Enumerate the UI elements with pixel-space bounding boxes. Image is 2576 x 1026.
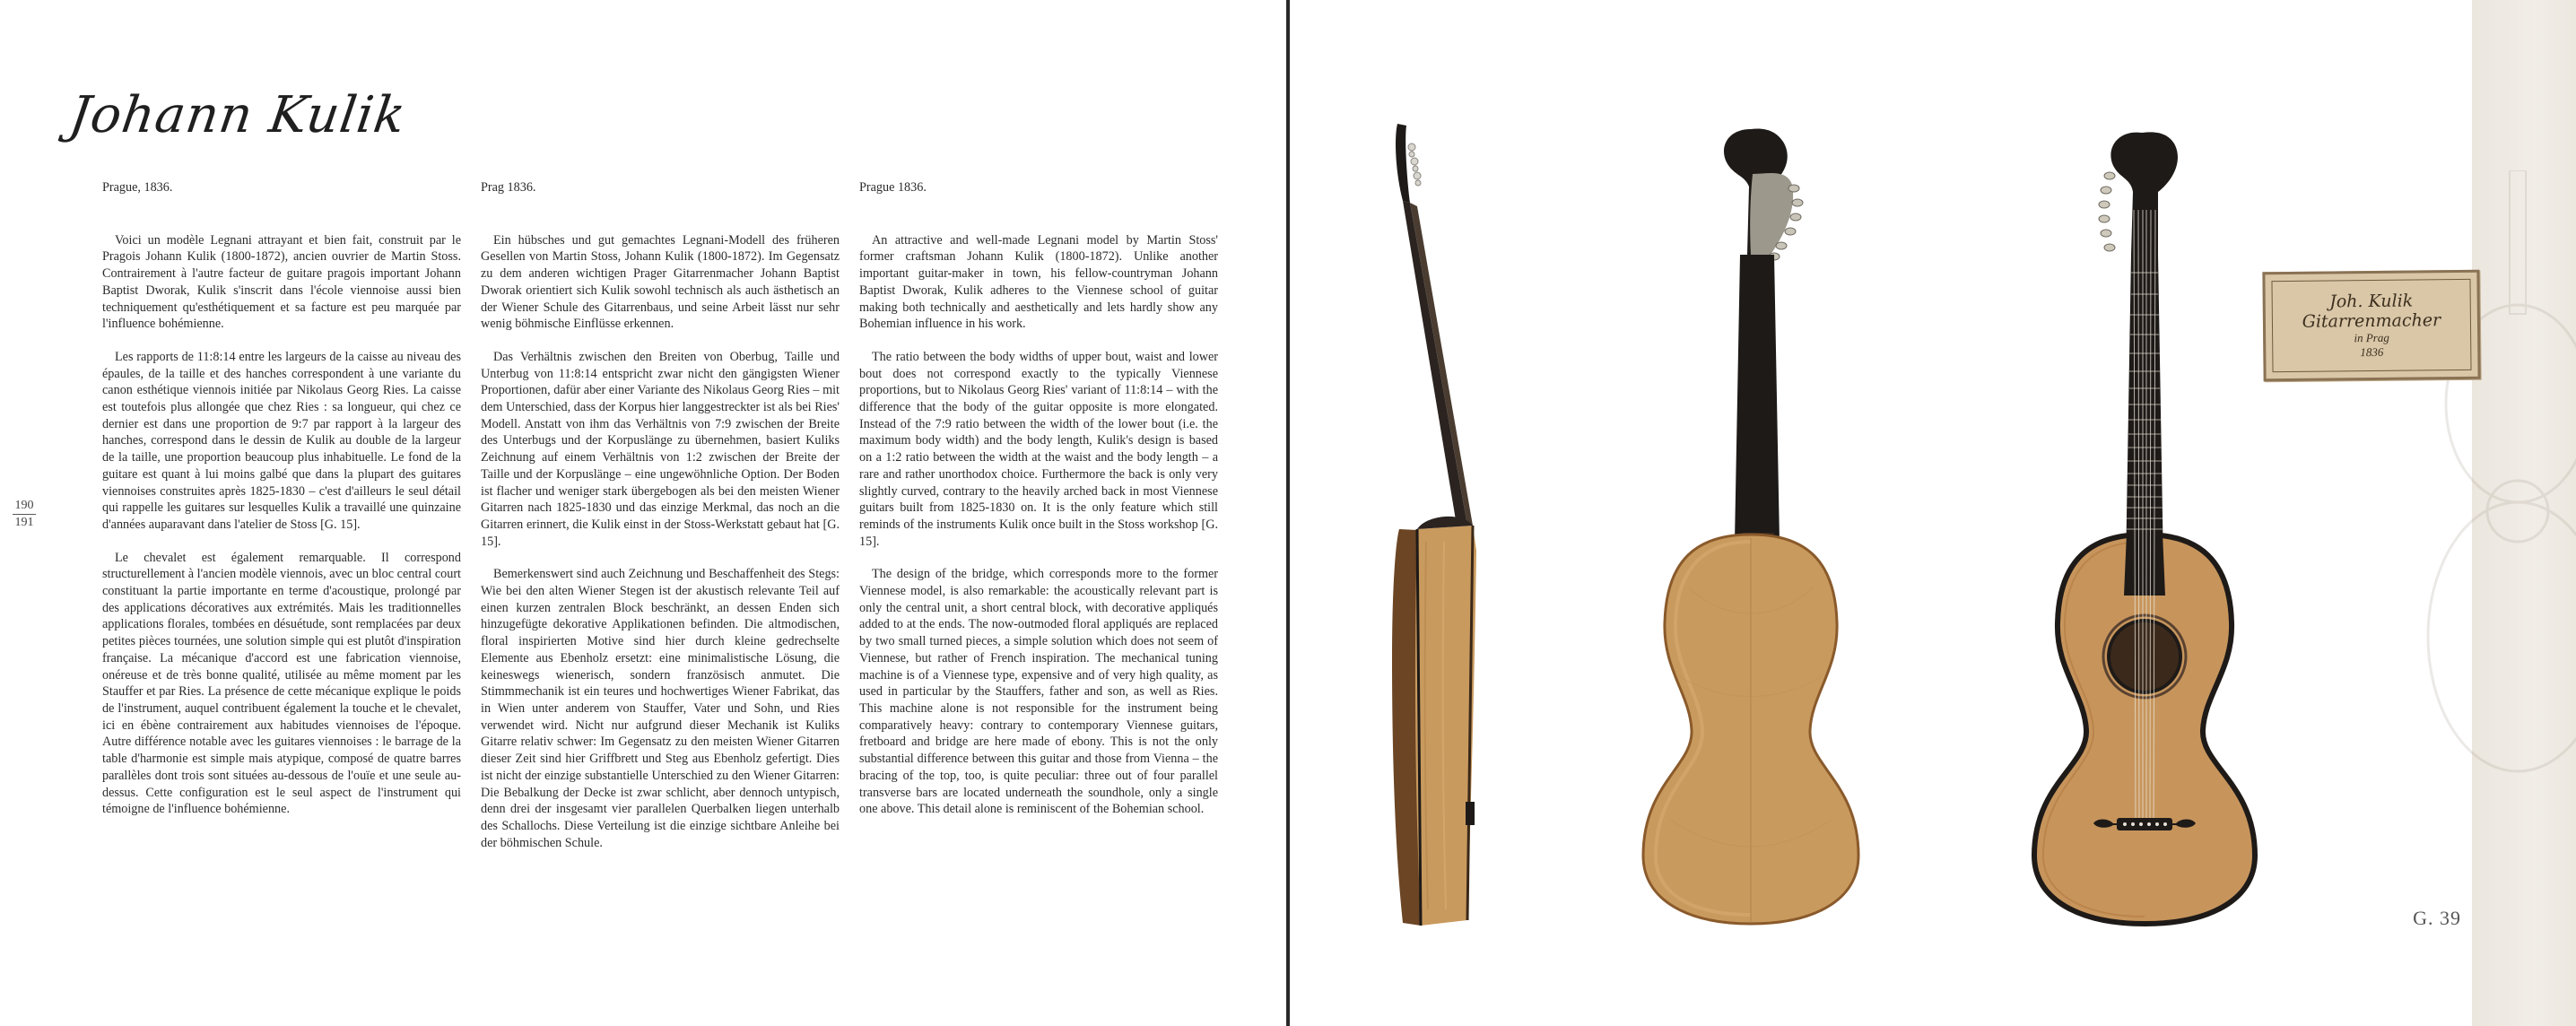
column-french bbox=[102, 179, 461, 834]
page-number-left: 190 bbox=[14, 499, 34, 512]
maker-label-line3: 1836 bbox=[2360, 344, 2384, 360]
maker-label-line2: in Prag bbox=[2354, 330, 2389, 345]
paragraph: Les rapports de 11:8:14 entre les largeurs de la caisse au niveau des épaules, de la taille et des hanches correspondent à une variante du canon esthétique viennois initiée par Nikolaus Georg Ries. La caisse est toutefois plus allongée que chez Ries : sa longueur, qui chez ce dernier est dans une proportion de 9:7 par rapport à la largeur des hanches, correspond dans le dessin de Kulik au double de la largeur de la taille, une proportion beaucoup plus inhabituelle. Le fond de la guitare est quant à lui moins galbé que dans la plupart des guitares viennoises construites après 1825-1830 – c'est d'ailleurs le seul détail qui rappelle les guitares sur lesquelles Kulik a travaillé une quinzaine d'années auparavant dans l'atelier de Stoss [G. 15]. bbox=[102, 349, 461, 532]
paragraph: Le chevalet est également remarquable. Il correspond structurellement à l'ancien modèle viennois, avec un bloc central court constituant la partie importante en terme d'acoustique, prolongé par des applications décoratives aux extrémités. Mais les traditionnelles applications florales, tombées en désuétude, sont remplacées par deux petites pièces tournées, une solution simple qui est plutôt d'inspiration française. La mécanique d'accord est une fabrication viennoise, onéreuse et de très bonne qualité, utilisée au même moment par les Stauffer et par Ries. La présence de cette mécanique explique le poids de l'instrument, auquel contribuent également la touche et le chevalet, ici en ébène contrairement aux habitudes viennoises de l'époque. Autre différence notable avec les guitares viennoises : le barrage de la table d'harmonie est simple mais atypique, composé de quatre barres parallèles dont trois sont situées au-dessous de l'ouïe et une seule au-dessus. Cette configuration est le seul aspect de l'instrument qui témoigne de l'influence bohémienne. bbox=[102, 550, 461, 817]
maker-label-image bbox=[2262, 270, 2480, 382]
paragraph: The ratio between the body widths of upper bout, waist and lower bout does not correspond exactly to the typically Viennese proportions, but to Nikolaus Georg Ries' variant of 11:8:14 – with the difference that the body of the guitar opposite is more elongated. Instead of the 7:9 ratio between the width of the lower bout (i.e. the maximum body width) and the body length, Kulik's design is based on a 1:2 ratio between the width at the waist and the body length – a rare and rather unorthodox choice. Furthermore the back is only very slightly curved, contrary to the heavily arched back in most Viennese guitars built from 1825-1830 on. It is the only feature which still reminds of the instruments Kulik once built in the Stoss workshop [G. 15]. bbox=[859, 349, 1218, 549]
column-place-date: Prag 1836. bbox=[481, 180, 536, 195]
column-place-date: Prague, 1836. bbox=[102, 180, 173, 195]
left-page bbox=[0, 0, 1286, 1026]
page-number-right: 191 bbox=[14, 516, 34, 529]
page-number-divider bbox=[13, 514, 36, 515]
guitar-front-view-icon bbox=[2007, 120, 2285, 927]
page-title: Johann Kulik bbox=[65, 86, 410, 144]
column-place-date: Prague 1836. bbox=[859, 180, 927, 195]
paragraph: Ein hübsches und gut gemachtes Legnani-Modell des früheren Gesellen von Martin Stoss, Johann Kulik (1800-1872). Im Gegensatz zu dem anderen wichtigen Prager Gitarrenmacher Johann Baptist Dworak orientiert sich Kulik sowohl technisch als auch ästhetisch an der Wiener Schule des Gitarrenbaus, und seine Arbeit lässt nur sehr wenig böhmische Einflüsse erkennen. bbox=[481, 232, 840, 332]
page-edge-strip bbox=[2472, 0, 2576, 1026]
column-german bbox=[481, 179, 840, 867]
guitar-side-view-icon bbox=[1390, 120, 1498, 927]
maker-label-line1: Joh. Kulik Gitarrenmacher bbox=[2302, 291, 2441, 332]
right-page bbox=[1290, 0, 2576, 1026]
figure-number: G. 39 bbox=[2413, 907, 2461, 929]
paragraph: The design of the bridge, which corresponds more to the former Viennese model, is also remarkable: the acoustically relevant part is only the central unit, a short central block, with decorative appliqués added to at the ends. The now-outmoded floral appliqués are replaced by two small turned pieces, a simple solution which does not seem of Viennese, but rather of French inspiration. The mechanical tuning machine is of a Viennese type, expensive and of very high quality, as used in particular by the Stauffers, father and son, as well as Ries. This machine alone is not responsible for the instrument being comparatively heavy: contrary to contemporary Viennese guitars, fretboard and bridge are here made of ebony. This is not the only substantial difference between this guitar and those from Vienna – the bracing of the top, too, is quite peculiar: three out of four parallel transverse bars are located underneath the soundhole, only a single one above. This detail alone is reminiscent of the Bohemian school. bbox=[859, 567, 1218, 817]
faint-guitar-icon bbox=[2424, 170, 2576, 816]
paragraph: Das Verhältnis zwischen den Breiten von Oberbug, Taille und Unterbug von 11:8:14 entspricht zwar nicht den gängigsten Wiener Proportionen, dafür aber einer Variante des Nikolaus Georg Ries – mit dem Unterschied, dass der Korpus hier langgestreckter ist als bei Ries' Modell. Anstatt von ihm das Verhältnis von 7:9 zwischen der Breite des Unterbugs und der Korpuslänge zu übernehmen, basiert Kuliks Zeichnung auf einem Verhältnis von 1:2 zwischen der Breite der Taille und der Korpuslänge – eine ungewöhnliche Option. Der Boden ist flacher und weniger stark übergebogen als bei den meisten Wiener Gitarren nach 1825-1830 und das einzige Merkmal, das noch an die Gitarren erinnert, die Kulik einst in der Stoss-Werkstatt gebaut hat [G. 15]. bbox=[481, 349, 840, 549]
paragraph: Voici un modèle Legnani attrayant et bien fait, construit par le Pragois Johann Kulik (1800-1872), ancien ouvrier de Martin Stoss. Contrairement à l'autre facteur de guitare pragois important Johann Baptist Dworak, Kulik s'inscrit dans l'école viennoise aussi bien techniquement qu'esthétiquement et sa facture est peu marquée par l'influence bohémienne. bbox=[102, 232, 461, 332]
page-numbers bbox=[11, 499, 38, 530]
column-english bbox=[859, 179, 1218, 834]
paragraph: An attractive and well-made Legnani model by Martin Stoss' former craftsman Johann Kulik (1800-1872). Unlike another important guitar-maker in town, his fellow-countryman Johann Baptist Dworak, Kulik adheres to the Viennese school of guitar making both technically and aesthetically and lets hardly show any Bohemian influence in his work. bbox=[859, 232, 1218, 332]
guitar-back-view-icon bbox=[1616, 120, 1885, 927]
paragraph: Bemerkenswert sind auch Zeichnung und Beschaffenheit des Stegs: Wie bei den alten Wiener Stegen ist der akustisch relevante Teil auf einen kurzen zentralen Block beschränkt, an dessen Enden sich hinzugefügte dekorative Applikationen befinden. Die altmodischen, floral inspirierten Motive sind hier durch kleine gedrechselte Elemente aus Ebenholz ersetzt: eine minimalistische Lösung, die keineswegs wienerisch, sondern französisch anmutet. Die Stimmmechanik ist ein teures und hochwertiges Wiener Fabrikat, das in Wien unter anderem von Stauffer, Vater und Sohn, und Ries verwendet wird. Nicht nur aufgrund dieser Mechanik ist Kuliks Gitarre relativ schwer: Im Gegensatz zu den meisten Wiener Gitarren dieser Zeit sind hier Griffbrett und Steg aus Ebenholz gefertigt. Dies ist nicht der einzige substantielle Unterschied zu den Wiener Gitarren: Die Bebalkung der Decke ist zwar schlicht, aber dennoch untypisch, denn drei der insgesamt vier parallelen Querbalken liegen unterhalb des Schallochs. Diese Verteilung ist die einzige sichtbare Anleihe bei der böhmischen Schule. bbox=[481, 567, 840, 850]
